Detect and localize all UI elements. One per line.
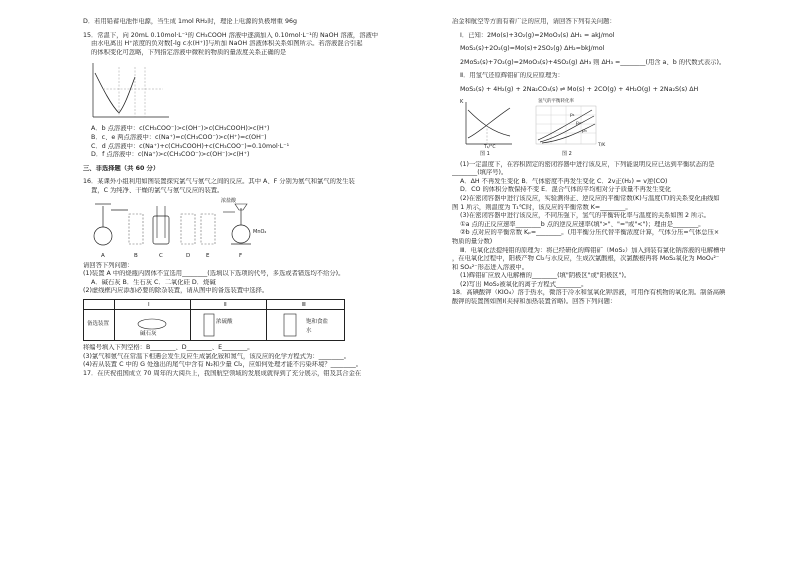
graph2-title: 氢气的平衡转化率 [538, 98, 574, 104]
axis-t2-label: T/K [598, 142, 606, 148]
axis-t1-label: T₁/°C [484, 144, 496, 150]
text-line: 请回答下列问题： [83, 261, 134, 269]
option-line: B．c、e 两点溶液中：c(Na⁺)=c(CH₃COO⁻)>c(H⁺)=c(OH⁻) [91, 133, 267, 141]
table-item: 饱和食盐水 [306, 318, 329, 334]
label-a: A [101, 252, 105, 259]
text-line: ②b 点对应的平衡常数 Kₚ=________。(用平衡分压代替平衡浓度计算，气体分压=气体总压× [460, 229, 720, 237]
text-line: 17．在庆祝祖国成立 70 周年的大阅兵上，我国航空领域的发展成就得到了充分展示，钼及其合金在 [83, 369, 362, 377]
table-head: Ⅰ [148, 301, 150, 308]
pressure-label: p₃ [582, 128, 587, 134]
table-drawings [84, 300, 344, 340]
text-line: 的体积变化可忽略，下列指定溶液中微粒的物质的量浓度关系正确的是 [91, 48, 287, 56]
text-line: MoS₂(s) + 4H₂(g) + 2Na₂CO₃(s) ⇌ Mo(s) + 2CO(g) + 4H₂O(g) + 2Na₂S(s) ΔH [460, 85, 699, 93]
text-line: A．碱石灰 B．生石灰 C．二氧化硅 D．烧碱 [91, 278, 216, 286]
text-line: D．若用铅蓄电池作电源，当生成 1mol RH₂时，理论上电源的负极增重 96g [83, 18, 297, 25]
graph1-label: 图 1 [480, 150, 490, 157]
text-line: ，在电氧化过程中，阳极产物 Cl₂与水反应，生成次氯酸根，次氯酸根再将 MoS₂氧化为 MoO₄²⁻ [452, 255, 720, 263]
text-line: A．ΔH 不再发生变化 B．气体密度不再发生变化 C．2v正(H₂) = v逆(CO) [460, 177, 668, 185]
option-line: D．f 点溶液中：c(Na⁺)>c(CH₃COO⁻)>c(OH⁻)>c(H⁺) [91, 151, 250, 159]
text-line: 置，C 为纯净、干燥的氯气与氨气反应的装置。 [91, 186, 224, 194]
graphs-svg [456, 98, 606, 154]
table-item: 浓硫酸 [216, 318, 233, 325]
graph2-label: 图 2 [562, 150, 572, 157]
text-line: ①a 点的正反应速率________b 点的逆反应速率(填">"、"="或"<")；理由是________。 [460, 220, 705, 228]
mno2-label: MnO₂ [253, 228, 267, 235]
text-line: (1)装置 A 中的烧瓶内固体不宜选用________(选填以下选项的代号，多选或者错选均不给分)。 [83, 270, 345, 278]
text-line: Ⅱ．用氢气还原辉钼矿的反应原理为： [460, 72, 564, 80]
reagent-table [83, 299, 345, 341]
text-line: 由水电离出 H⁺浓度的负对数[-lg c水(H⁺)]与所加 NaOH 溶液体积关系如图所示。若溶液混合引起 [91, 40, 363, 48]
text-line: D．CO 的体积分数保持不变 E．混合气体的平均相对分子质量不再发生变化 [460, 186, 672, 194]
pressure-label: p₂ [576, 120, 581, 126]
text-line: 15．常温下，向 20mL 0.10mol·L⁻¹的 CH₃COOH 溶液中逐滴加入 0.10mol·L⁻¹的 NaOH 溶液，溶液中 [83, 31, 379, 39]
apparatus-svg [83, 198, 283, 252]
table-item: 碱石灰 [140, 330, 157, 337]
pressure-label: p₁ [570, 112, 575, 118]
text-line: (1)辉钼矿应放入电解槽的________(填"阴极区"或"阳极区")。 [460, 272, 631, 280]
label-c: C [159, 252, 163, 259]
text-line: (2)写出 MoS₂被氧化的离子方程式________。 [460, 280, 588, 288]
label-f: F [239, 252, 243, 259]
text-line: (2)在密闭容器中进行该反应，实验测得正、逆反应的平衡常数(K)与温度(T)的关系变化曲线如 [460, 194, 720, 202]
text-line: 2MoS₂(s)+7O₂(g)=2MoO₃(s)+4SO₂(g) ΔH₃ 则 ΔH₃ =________(用含 a、b 的代数式表示)。 [460, 58, 726, 66]
text-line: Ⅲ．电氧化法提纯钼的原理为：将已经研化的辉钼矿（MoS₂）加入到装有氯化钠溶液的电解槽中 [460, 246, 726, 254]
left-column [83, 18, 388, 378]
text-line: (1)一定温度下，在容积固定的密闭容器中进行该反应，下列能说明反应已达到平衡状态的是 [460, 160, 715, 168]
hydrochloric-acid-label: 浓盐酸 [221, 197, 237, 204]
text-line: (4)若从装置 C 中的 G 处逸出的尾气中含有 N₂和少量 Cl₂，应如何处理才能不污染环境？________。 [83, 361, 363, 369]
text-line: 将编号填入下列空格：B________、D________、E________。 [83, 343, 254, 351]
text-line: 冶金和航空等方面有着广泛的应用，请回答下列有关问题： [452, 18, 616, 25]
text-line: 16．某课外小组利用如图装置探究氯气与氨气之间的反应。其中 A、F 分别为氨气和氯气的发生装 [83, 178, 355, 186]
axis-k-label: K [460, 98, 464, 105]
text-line: Ⅰ．已知：2Mo(s)+3O₂(g)=2MoO₃(s) ΔH₁ = akJ/mol [460, 31, 615, 39]
text-line: 物质的量分数) [452, 237, 493, 245]
titration-graph [83, 59, 388, 123]
text-line: 图 1 所示，则温度为 T₁℃时，该反应的平衡常数 K=________。 [452, 203, 632, 211]
table-head: Ⅲ [302, 301, 306, 308]
text-line: (2)虚线框内应添加必要的除杂装置，请从图中的备选装置中选择。 [83, 287, 269, 295]
apparatus-figure [83, 198, 388, 260]
table-row-label: 备选装置 [87, 320, 110, 327]
text-line: 酸钾的装置图如图Ⅰ(夹持和加热装置省略)。回答下列问题： [452, 298, 617, 306]
text-line: ________(填序号)。 [452, 169, 508, 177]
text-line: MoS₂(s)+2O₂(g)=Mo(s)+2SO₂(g) ΔH₂=bkJ/mol [460, 45, 605, 53]
text-line: (3)在密闭容器中进行该反应，不同压强下，氢气的平衡转化率与温度的关系如图 2 所示。 [460, 212, 710, 220]
label-b: B [134, 252, 138, 259]
label-e: E [206, 252, 210, 259]
label-d: D [186, 252, 191, 259]
graphs-row [452, 98, 752, 158]
option-line: C．d 点溶液中：c(Na⁺)+c(CH₃COOH)+c(CH₃COO⁻)=0.10mol·L⁻¹ [91, 142, 290, 150]
text-line: 和 SO₄²⁻形态进入溶液中。 [452, 263, 528, 271]
text-line: (3)氯气和氨气在常温下相遇会发生反应生成氯化铵和氮气，该反应的化学方程式为：________。 [83, 352, 351, 360]
right-column [452, 18, 752, 307]
option-line: A．b 点溶液中：c(CH₃COO⁻)>c(OH⁻)>c(CH₃COOH)>c(H⁺) [91, 125, 270, 133]
section-heading: 三、非选择题（共 60 分） [83, 164, 160, 172]
table-head: Ⅱ [224, 301, 227, 308]
text-line: 18．高碘酸钾（KIO₄）溶于热水，微溶于冷水和氢氧化钾溶液，可用作有机物的氧化剂。制备高碘 [452, 289, 726, 297]
titration-graph-svg [83, 59, 173, 123]
